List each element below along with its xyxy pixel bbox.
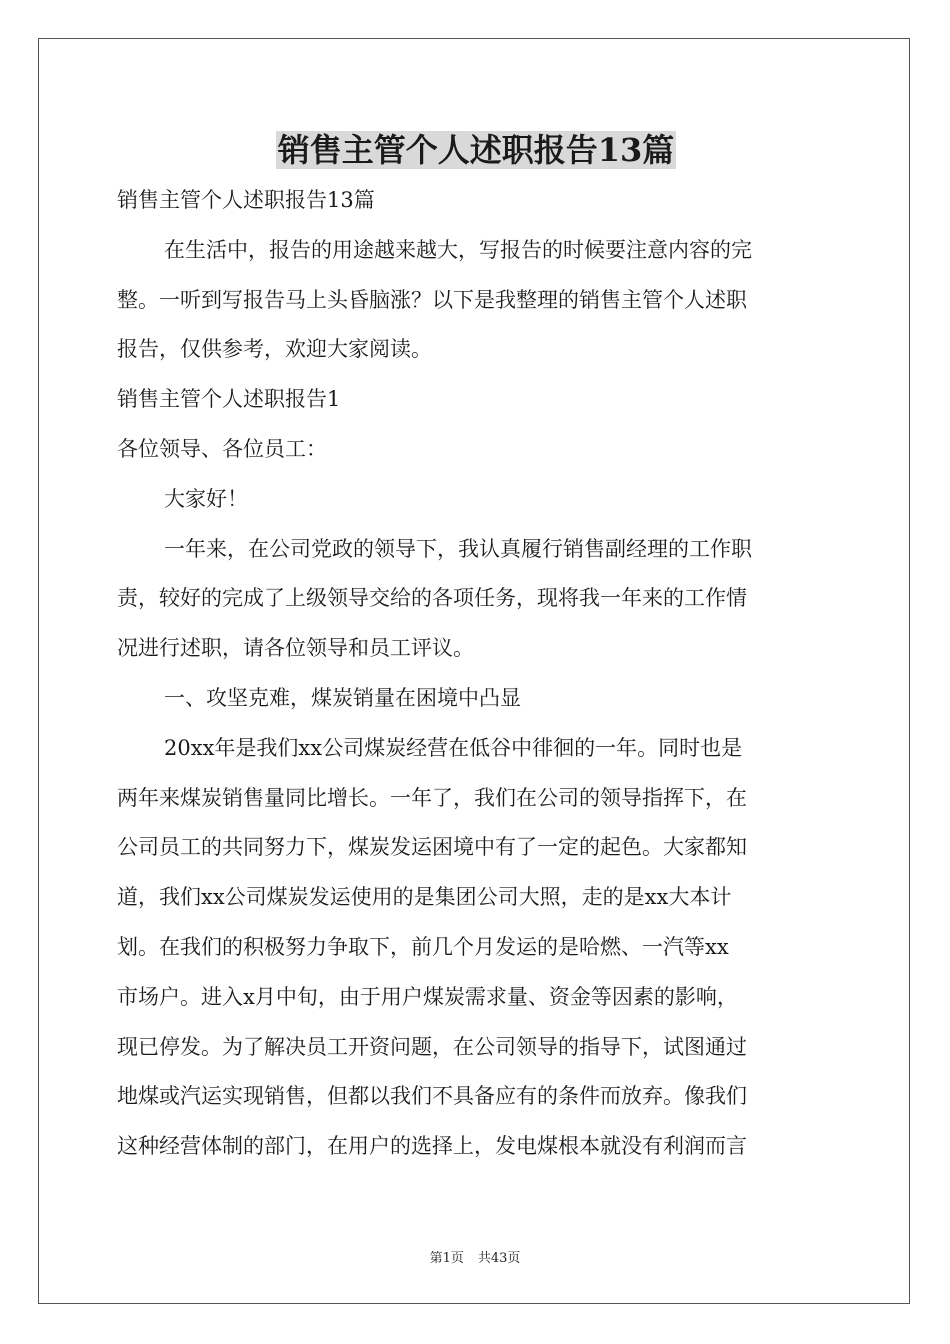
document-title-text: 销售主管个人述职报告13篇 [277,131,675,169]
page-number: 第1页 [429,1251,464,1266]
text-line: 况进行述职，请各位领导和员工评议。 [117,636,474,661]
text-line: 各位领导、各位员工： [117,436,327,461]
text-line: 在生活中，报告的用途越来越大，写报告的时候要注意内容的完 [164,237,752,262]
text-line: 划。在我们的积极努力争取下，前几个月发运的是哈燃、一汽等xx [117,934,729,959]
text-line: 一、攻坚克难，煤炭销量在困境中凸显 [164,685,521,710]
text-line: 公司员工的共同努力下，煤炭发运困境中有了一定的起色。大家都知 [117,835,747,860]
text-line: 一年来，在公司党政的领导下，我认真履行销售副经理的工作职 [164,536,752,561]
page-total: 共43页 [477,1251,521,1266]
document-body [117,176,835,1172]
text-line: 整。一听到写报告马上头昏脑涨？以下是我整理的销售主管个人述职 [117,287,747,312]
text-line: 地煤或汽运实现销售，但都以我们不具备应有的条件而放弃。像我们 [117,1084,747,1109]
text-line: 销售主管个人述职报告13篇 [117,188,375,212]
text-line: 报告，仅供参考，欢迎大家阅读。 [117,337,432,362]
text-line: 大家好！ [164,486,248,511]
text-line: 这种经营体制的部门，在用户的选择上，发电煤根本就没有利润而言 [117,1134,747,1159]
text-line: 现已停发。为了解决员工开资问题，在公司领导的指导下，试图通过 [117,1034,747,1059]
page-footer [0,1247,950,1266]
text-line: 市场户。进入x月中旬，由于用户煤炭需求量、资金等因素的影响， [117,984,738,1009]
text-line: 两年来煤炭销售量同比增长。一年了，我们在公司的领导指挥下，在 [117,785,747,810]
document-title [117,128,835,172]
text-line: 20xx年是我们xx公司煤炭经营在低谷中徘徊的一年。同时也是 [164,735,743,760]
text-line: 道，我们xx公司煤炭发运使用的是集团公司大照，走的是xx大本计 [117,885,732,910]
text-line: 销售主管个人述职报告1 [117,387,341,412]
text-line: 责，较好的完成了上级领导交给的各项任务，现将我一年来的工作情 [117,586,747,611]
